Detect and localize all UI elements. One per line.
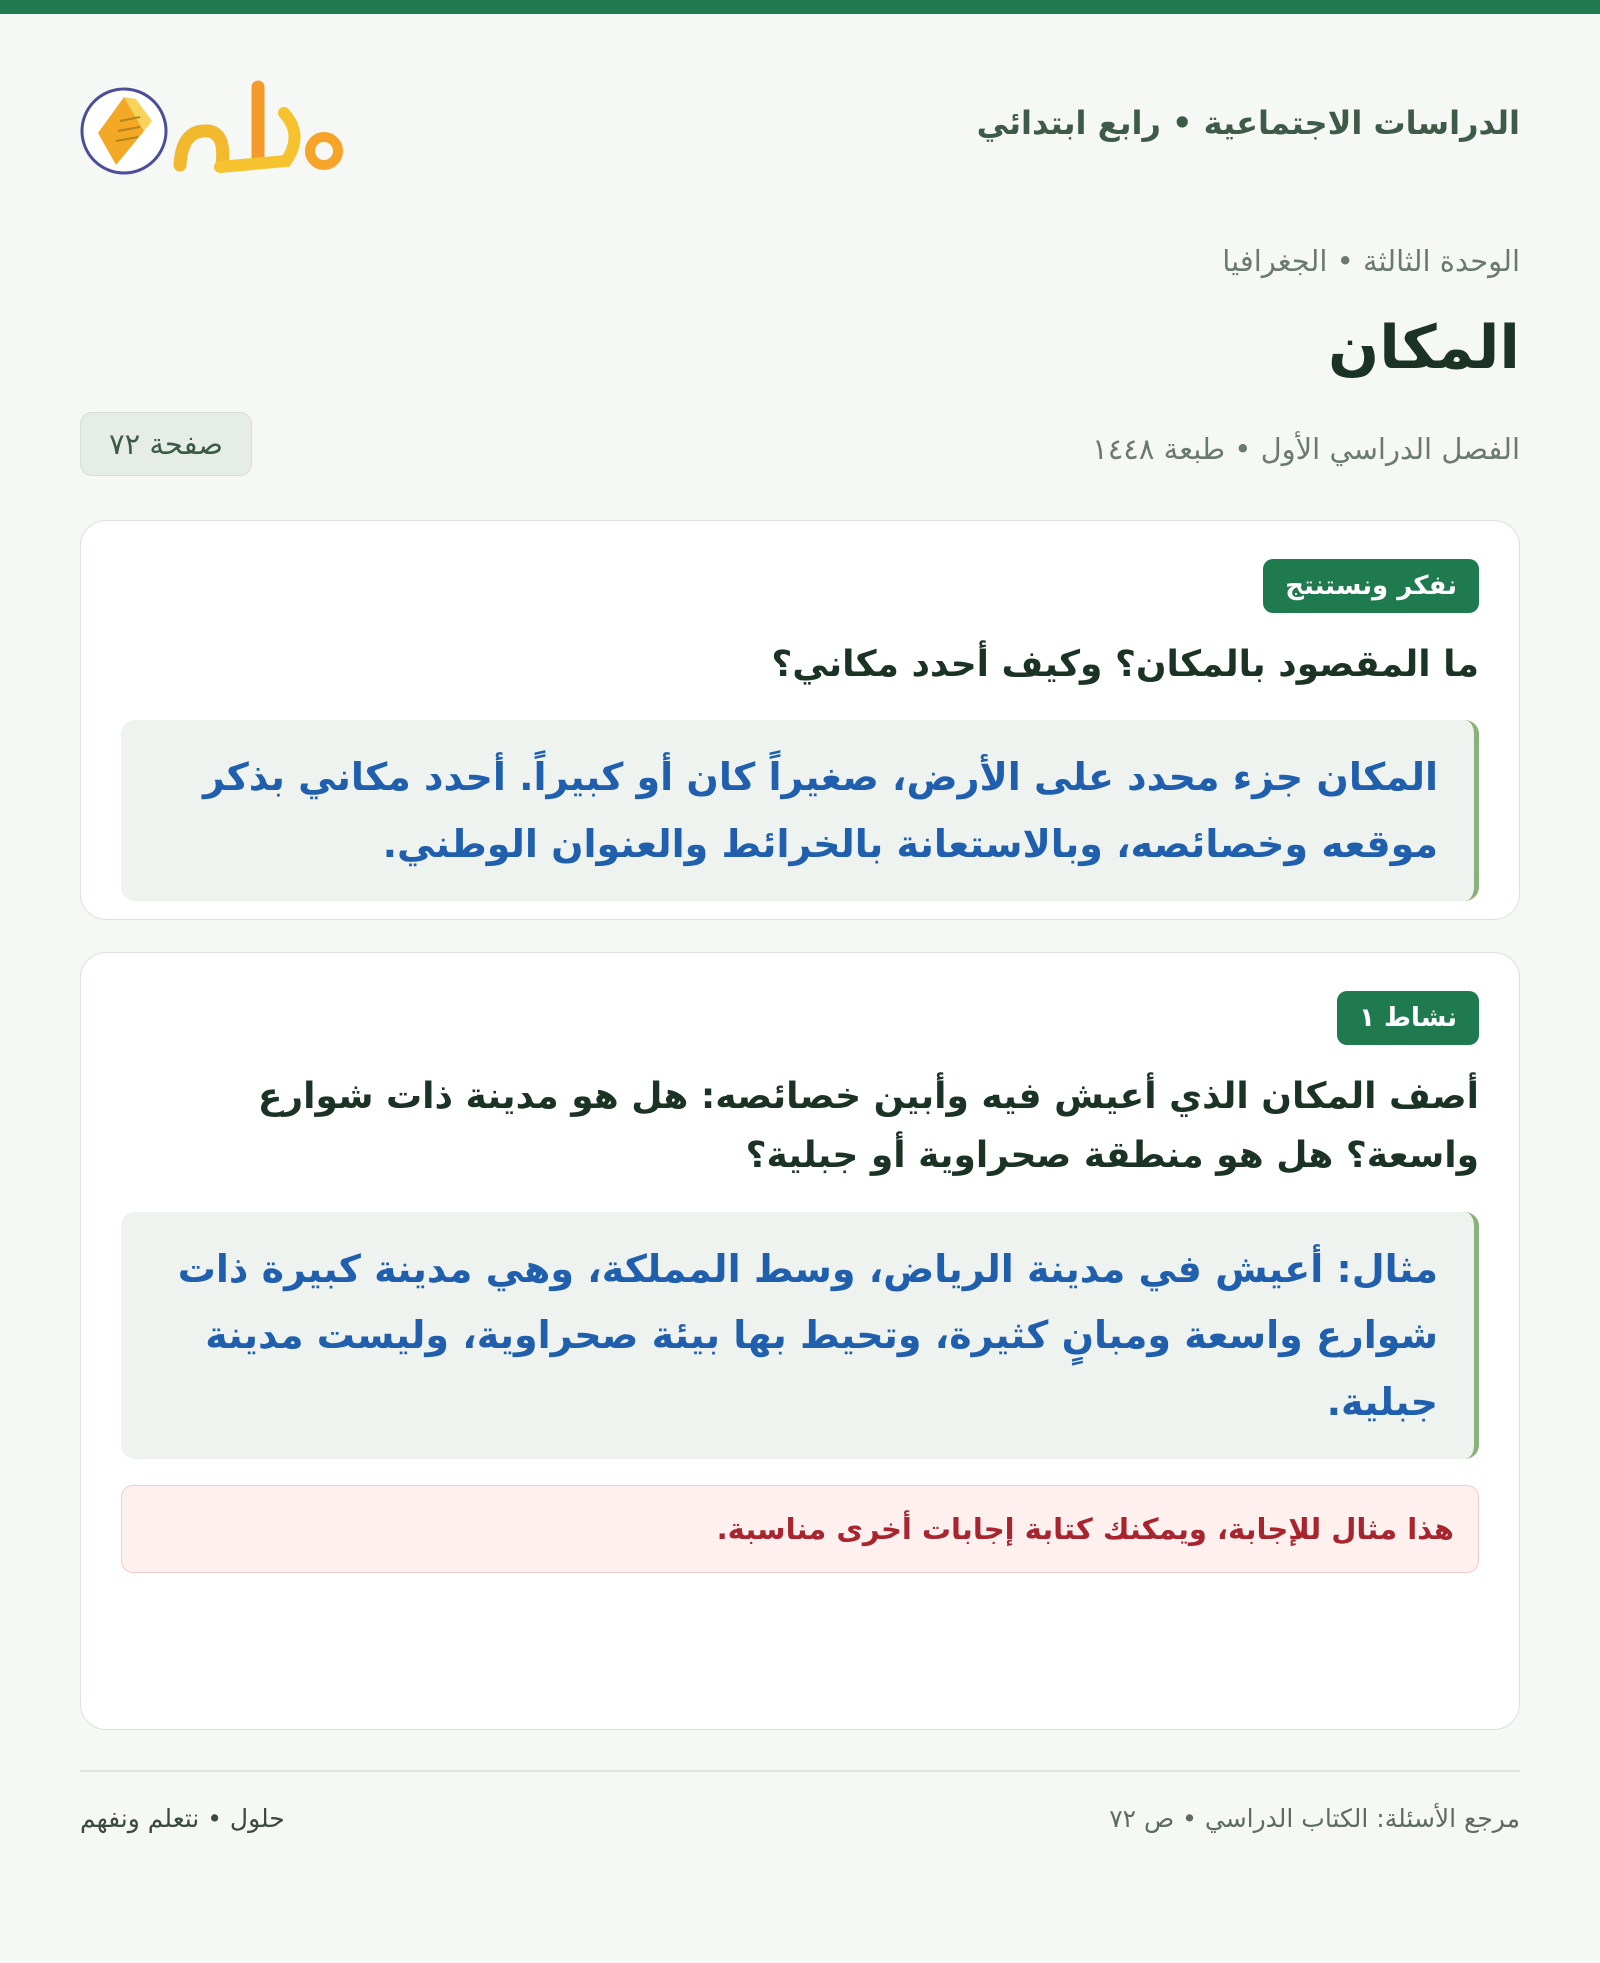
answer-note: هذا مثال للإجابة، ويمكنك كتابة إجابات أخرى مناسبة. (121, 1485, 1479, 1573)
page-number-badge: صفحة ٧٢ (80, 412, 252, 476)
lesson-meta (80, 412, 1520, 484)
question-text: ما المقصود بالمكان؟ وكيف أحدد مكاني؟ (771, 644, 1479, 685)
activity-card (80, 952, 1520, 1730)
footer-brand: حلول • نتعلم ونفهم (80, 1804, 285, 1833)
lesson-title: المكان (1328, 313, 1520, 383)
term-edition: الفصل الدراسي الأول • طبعة ١٤٤٨ (1092, 432, 1520, 466)
answer-box: المكان جزء محدد على الأرض، صغيراً كان أو كبيراً. أحدد مكاني بذكر موقعه وخصائصه، وبالاستعانة بالخرائط والعنوان الوطني. (121, 720, 1479, 901)
question-tag: نفكر ونستنتج (1263, 559, 1479, 613)
activity-answer-box: مثال: أعيش في مدينة الرياض، وسط المملكة، وهي مدينة كبيرة ذات شوارع واسعة ومبانٍ كثيرة، وتحيط بها بيئة صحراوية، وليست مدينة جبلية. (121, 1212, 1479, 1460)
page-footer (80, 1772, 1520, 1852)
subject-title: الدراسات الاجتماعية • رابع ابتدائي (976, 104, 1520, 142)
footer-reference: مرجع الأسئلة: الكتاب الدراسي • ص ٧٢ (1109, 1804, 1520, 1833)
page-header (80, 14, 1520, 214)
activity-question: أصف المكان الذي أعيش فيه وأبين خصائصه: هل هو مدينة ذات شوارع واسعة؟ هل هو منطقة صحراوية أو جبلية؟ (257, 1076, 1479, 1177)
site-logo[interactable] (80, 69, 360, 189)
unit-label: الوحدة الثالثة • الجغرافيا (1222, 244, 1520, 278)
activity-tag: نشاط ١ (1337, 991, 1479, 1045)
top-accent-bar (0, 0, 1600, 14)
question-card (80, 520, 1520, 920)
